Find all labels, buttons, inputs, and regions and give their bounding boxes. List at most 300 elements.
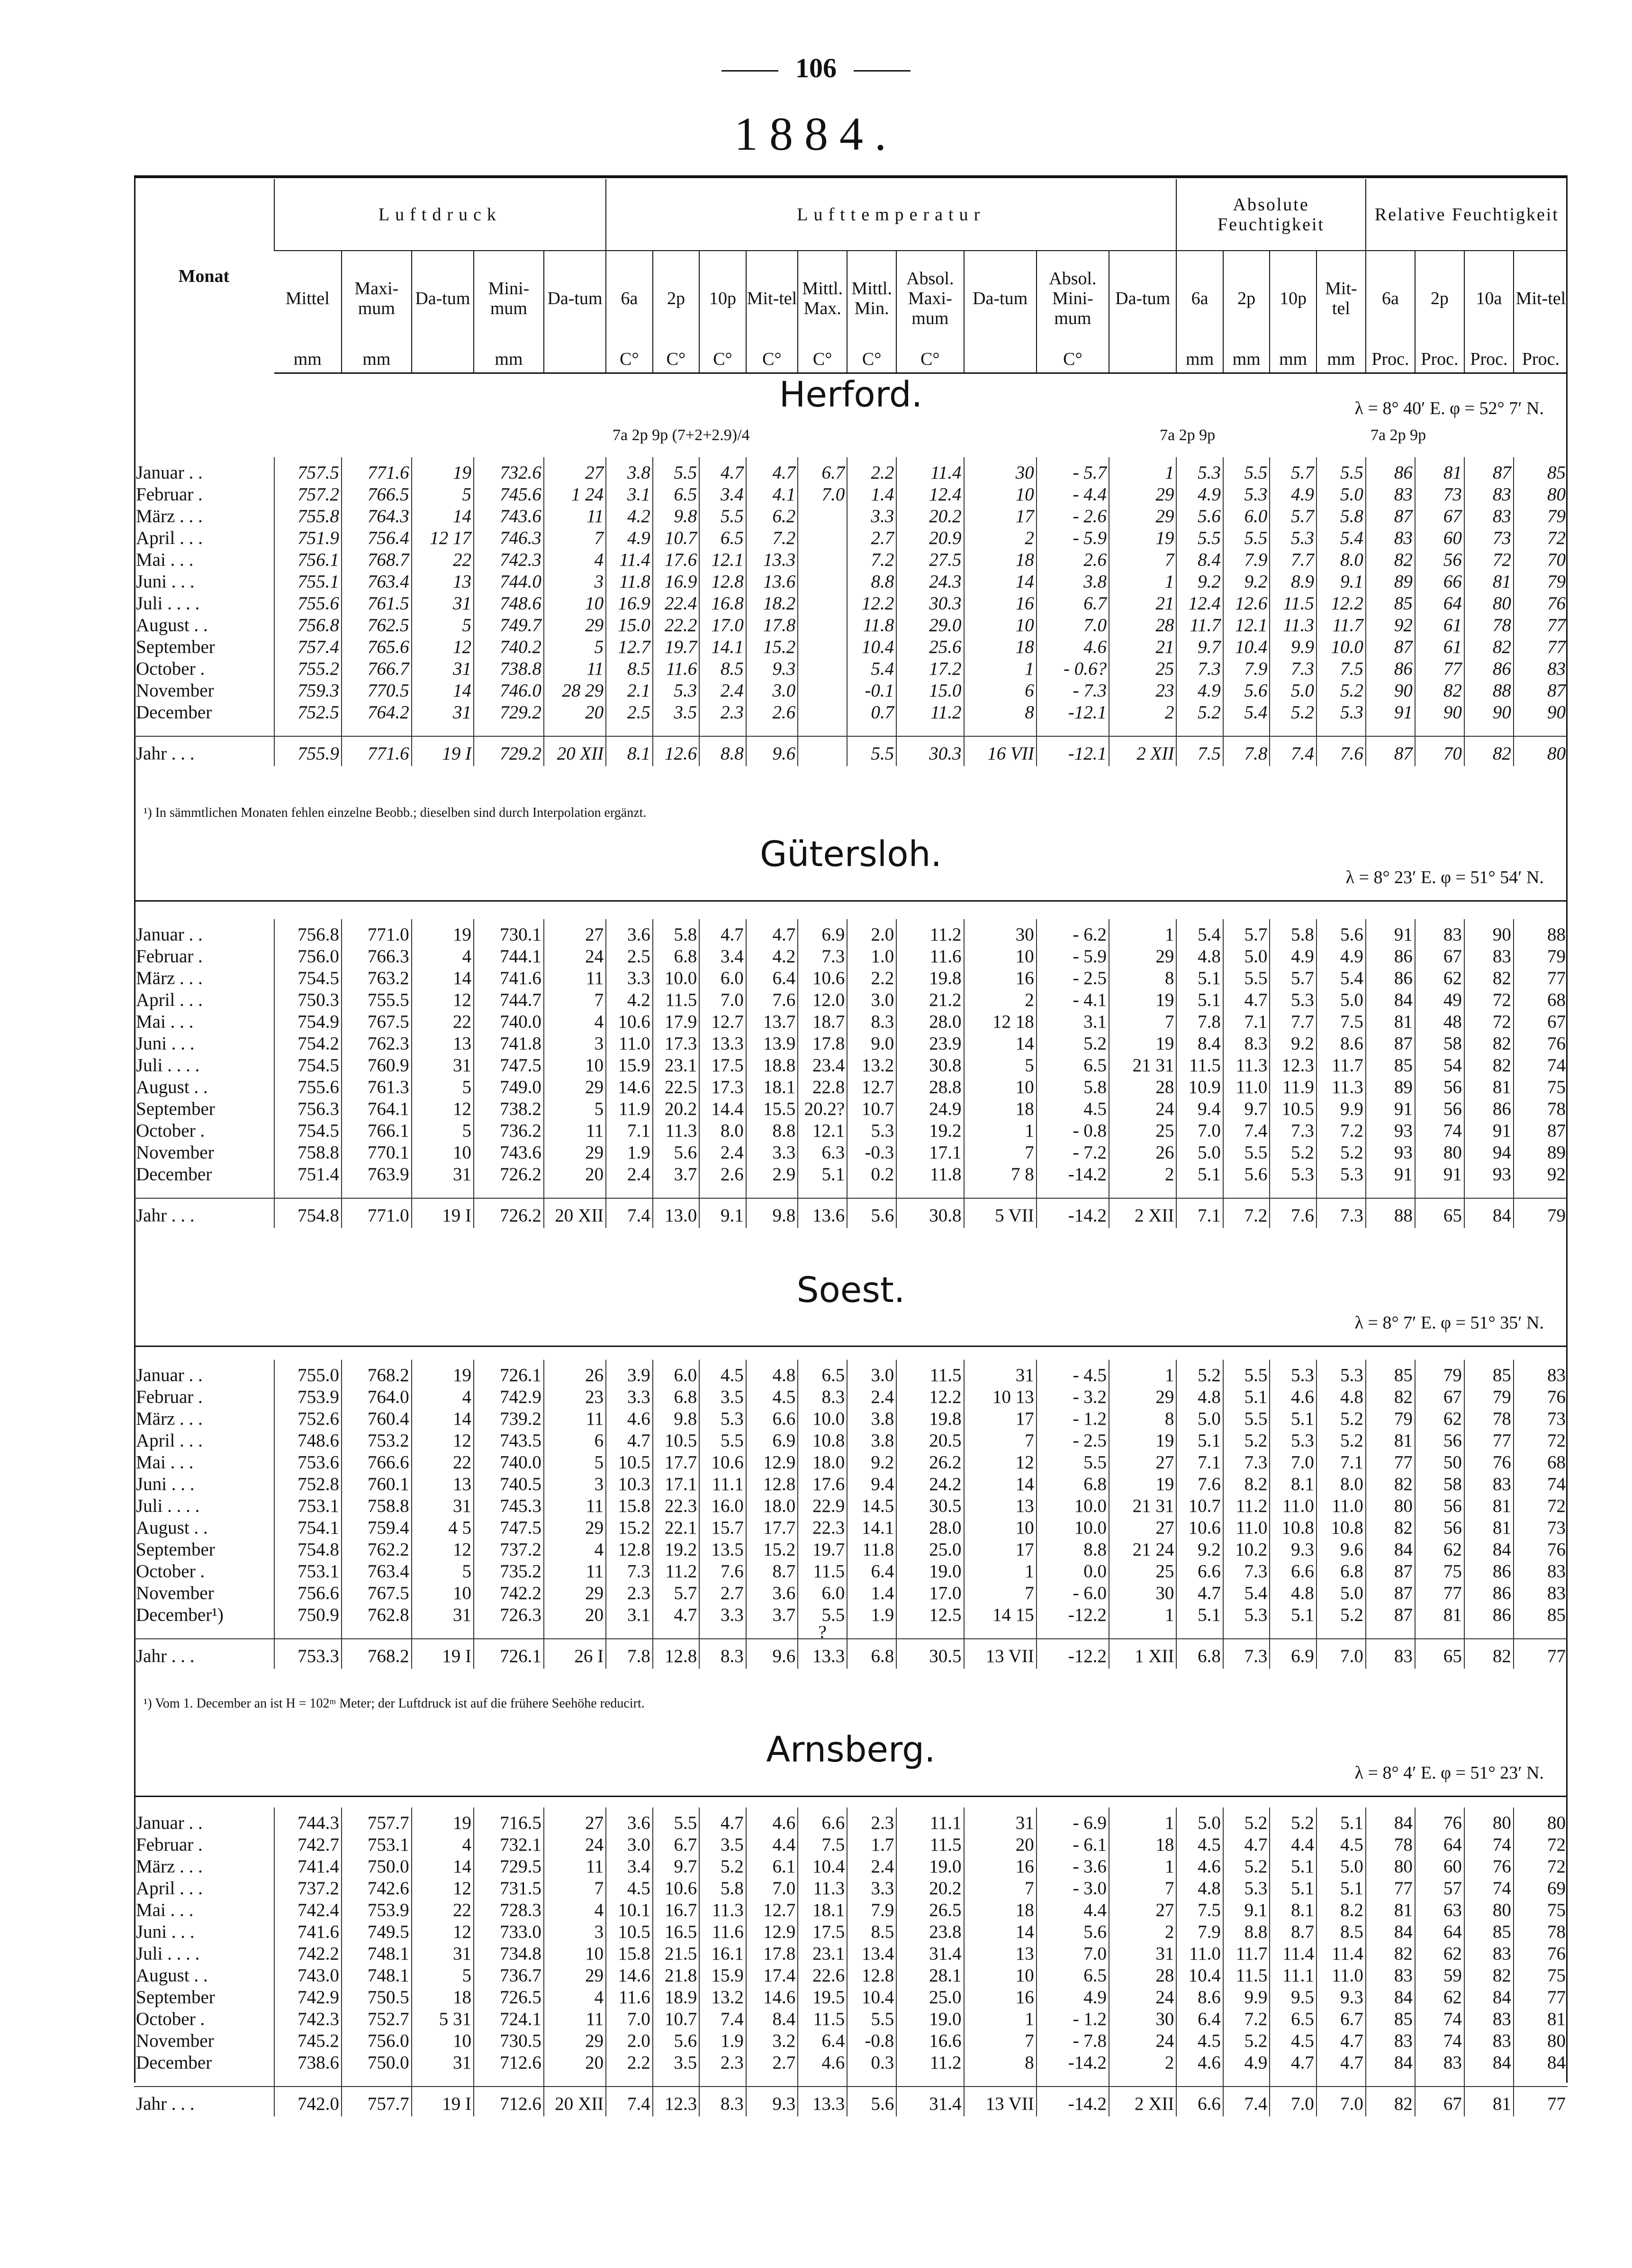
table-cell: 5.2 — [1316, 1408, 1366, 1430]
spacer-cell — [274, 2074, 342, 2087]
table-cell: 749.7 — [474, 614, 544, 636]
table-row — [134, 1033, 1568, 1055]
table-cell: 14 — [964, 1033, 1037, 1055]
table-cell: 6.2 — [746, 506, 798, 527]
table-cell: 771.6 — [342, 457, 412, 484]
table-cell: 17 — [964, 506, 1037, 527]
table-cell: 79 — [1514, 506, 1568, 527]
table-cell: 7.3 — [1223, 1561, 1270, 1582]
table-cell: 10.4 — [847, 636, 896, 658]
spacer-cell — [544, 1185, 606, 1198]
table-cell: 74 — [1514, 1055, 1568, 1076]
row-label: August . . — [136, 615, 208, 635]
table-cell: 771.0 — [342, 1198, 412, 1228]
table-cell: 87 — [1366, 1604, 1415, 1626]
table-cell: 30.5 — [896, 1639, 964, 1669]
spacer-cell — [1176, 2074, 1223, 2087]
table-cell: 12.7 — [847, 1076, 896, 1098]
table-cell: 14 — [412, 680, 474, 702]
table-cell: 27 — [544, 1807, 606, 1834]
table-cell: 1 — [1109, 1604, 1176, 1626]
table-cell: 756.8 — [274, 919, 342, 946]
table-cell — [798, 549, 847, 571]
table-cell: 22.8 — [798, 1076, 847, 1098]
table-cell: 87 — [1464, 457, 1514, 484]
table-cell: 751.9 — [274, 527, 342, 549]
table-cell: 15.7 — [699, 1517, 746, 1539]
spacer-cell — [1464, 723, 1514, 736]
table-cell: 3.1 — [1037, 1011, 1109, 1033]
table-cell: 21.5 — [653, 1943, 700, 1965]
table-cell: 11.2 — [653, 1561, 700, 1582]
table-row — [134, 1878, 1568, 1899]
table-cell: 2.0 — [847, 919, 896, 946]
table-cell: 5.2 — [1037, 1033, 1109, 1055]
table-cell: 763.4 — [342, 1561, 412, 1582]
table-cell: 12 17 — [412, 527, 474, 549]
table-cell: 742.3 — [274, 2008, 342, 2030]
table-cell: 6.5 — [1037, 1055, 1109, 1076]
table-row — [134, 1120, 1568, 1142]
table-cell: 6.7 — [1037, 593, 1109, 614]
table-cell: 15.2 — [746, 636, 798, 658]
spacer-cell — [1514, 2074, 1568, 2087]
table-cell: 754.5 — [274, 1120, 342, 1142]
row-label: September — [136, 1099, 215, 1119]
table-cell: 5 — [412, 1965, 474, 1987]
header-col-16: 2p — [1223, 251, 1270, 346]
table-cell: 20.2 — [896, 506, 964, 527]
table-cell: 7.4 — [699, 2008, 746, 2030]
table-cell: 10.5 — [606, 1452, 653, 1473]
table-cell: 12.9 — [746, 1921, 798, 1943]
table-cell: 12.6 — [653, 736, 700, 766]
table-cell: - 0.8 — [1037, 1120, 1109, 1142]
station-coordinates: λ = 8° 4′ E. φ = 51° 23′ N. — [1354, 1763, 1544, 1783]
year-row — [134, 1639, 1568, 1669]
table-cell: 91 — [1366, 702, 1415, 723]
table-cell: 88 — [1514, 919, 1568, 946]
table-cell: - 6.9 — [1037, 1807, 1109, 1834]
table-cell: 31 — [412, 702, 474, 723]
table-cell: 87 — [1366, 736, 1415, 766]
table-row — [134, 593, 1568, 614]
table-cell: 83 — [1514, 658, 1568, 680]
table-cell: 11.7 — [1316, 1055, 1366, 1076]
table-cell: 766.6 — [342, 1452, 412, 1473]
table-cell: 10.6 — [798, 967, 847, 989]
table-cell — [798, 593, 847, 614]
table-cell: 67 — [1415, 946, 1464, 967]
table-cell: 24 — [1109, 2030, 1176, 2052]
header-unit-8: C° — [746, 346, 798, 373]
table-cell: 5.6 — [1223, 1164, 1270, 1185]
table-cell: 27 — [1109, 1517, 1176, 1539]
table-cell: 758.8 — [342, 1495, 412, 1517]
table-cell: 62 — [1415, 967, 1464, 989]
table-cell: 6.6 — [746, 1408, 798, 1430]
table-cell: 10.4 — [798, 1856, 847, 1878]
table-cell: 19.2 — [896, 1120, 964, 1142]
table-cell: 10.4 — [1176, 1965, 1223, 1987]
table-cell: 10 13 — [964, 1386, 1037, 1408]
table-cell: 9.3 — [746, 658, 798, 680]
table-cell: 4 — [544, 1987, 606, 2008]
table-cell: 1 24 — [544, 484, 606, 506]
table-cell: 7.4 — [1270, 736, 1316, 766]
table-cell: 31 — [412, 1164, 474, 1185]
table-cell: 76 — [1514, 593, 1568, 614]
table-cell: 10.8 — [1270, 1517, 1316, 1539]
table-cell: 11.9 — [1270, 1076, 1316, 1098]
table-cell: 24 — [1109, 1987, 1176, 2008]
spacer-cell — [964, 2074, 1037, 2087]
table-cell — [798, 736, 847, 766]
table-cell: 56 — [1415, 1076, 1464, 1098]
table-cell: - 7.8 — [1037, 2030, 1109, 2052]
table-cell: 76 — [1514, 1539, 1568, 1561]
table-cell: 3.3 — [746, 1142, 798, 1164]
table-cell: 77 — [1415, 658, 1464, 680]
table-cell: 5.2 — [1223, 1856, 1270, 1878]
table-cell: 2.4 — [847, 1386, 896, 1408]
spacer-cell — [1514, 1185, 1568, 1198]
table-cell: 5.2 — [1316, 1142, 1366, 1164]
table-cell: 85 — [1366, 2008, 1415, 2030]
table-cell: 766.3 — [342, 946, 412, 967]
table-cell: 747.5 — [474, 1517, 544, 1539]
table-cell: 5.1 — [798, 1164, 847, 1185]
row-label: Jahr . . . — [134, 2087, 274, 2116]
header-unit-22: Proc. — [1514, 346, 1568, 373]
table-row — [134, 1987, 1568, 2008]
table-cell: 10.6 — [606, 1011, 653, 1033]
table-cell: 83 — [1464, 506, 1514, 527]
table-cell: 1 — [1109, 1807, 1176, 1834]
table-cell: 67 — [1415, 2087, 1464, 2116]
table-cell: 86 — [1366, 967, 1415, 989]
header-col-9: Mittl. Max. — [798, 251, 847, 346]
table-cell: 7.7 — [1270, 1011, 1316, 1033]
table-cell: 4.5 — [606, 1878, 653, 1899]
spacer-cell — [474, 1626, 544, 1639]
table-cell: 5.0 — [1316, 484, 1366, 506]
table-cell: 5.3 — [1270, 989, 1316, 1011]
table-cell: 748.1 — [342, 1943, 412, 1965]
table-cell: 3.0 — [606, 1834, 653, 1856]
table-cell: 11.6 — [896, 946, 964, 967]
table-cell: 748.6 — [274, 1430, 342, 1452]
table-cell: 19 I — [412, 1639, 474, 1669]
table-cell: 22 — [412, 1899, 474, 1921]
table-cell: 31 — [964, 1360, 1037, 1386]
table-cell: 753.1 — [342, 1834, 412, 1856]
table-cell: 5.5 — [1223, 527, 1270, 549]
table-cell: 7 — [544, 527, 606, 549]
table-cell: 753.9 — [274, 1386, 342, 1408]
table-cell: 90 — [1415, 702, 1464, 723]
table-cell: 87 — [1514, 1120, 1568, 1142]
table-cell: 20.9 — [896, 527, 964, 549]
spacer-cell — [1415, 2074, 1464, 2087]
table-cell: 89 — [1514, 1142, 1568, 1164]
table-cell: 79 — [1514, 946, 1568, 967]
table-cell: 13.2 — [847, 1055, 896, 1076]
table-cell: 11.5 — [798, 2008, 847, 2030]
table-cell: 7.4 — [1223, 1120, 1270, 1142]
table-cell: 19 — [412, 919, 474, 946]
dash-right — [854, 70, 911, 72]
table-cell: 13 VII — [964, 1639, 1037, 1669]
spacer-cell — [653, 2074, 700, 2087]
table-cell: 746.3 — [474, 527, 544, 549]
table-cell: 81 — [1366, 1899, 1415, 1921]
header-unit-5: C° — [606, 346, 653, 373]
spacer-cell — [342, 1185, 412, 1198]
table-cell — [798, 571, 847, 593]
table-cell: 7.1 — [606, 1120, 653, 1142]
spacer-cell — [896, 723, 964, 736]
table-cell: 752.6 — [274, 1408, 342, 1430]
table-cell: 10 — [412, 1582, 474, 1604]
table-cell: 67 — [1415, 506, 1464, 527]
table-cell: 13.2 — [699, 1987, 746, 2008]
table-cell: 9.1 — [699, 1198, 746, 1228]
spacer-cell — [798, 1185, 847, 1198]
table-cell: 17.9 — [653, 1011, 700, 1033]
table-cell: -0.1 — [847, 680, 896, 702]
table-cell: 8.3 — [798, 1386, 847, 1408]
table-cell: 13 — [412, 1473, 474, 1495]
table-cell: 747.5 — [474, 1055, 544, 1076]
table-cell: 76 — [1464, 1452, 1514, 1473]
row-label: Juli . . . . — [136, 1055, 200, 1075]
table-cell: 1 — [1109, 1856, 1176, 1878]
header-unit-6: C° — [653, 346, 700, 373]
spacer-cell — [606, 1626, 653, 1639]
table-cell: 9.3 — [1270, 1539, 1316, 1561]
table-cell: 742.6 — [342, 1878, 412, 1899]
table-cell: 14.1 — [847, 1517, 896, 1539]
table-cell: 29 — [1109, 484, 1176, 506]
table-cell: 5.3 — [1270, 527, 1316, 549]
table-cell: 9.8 — [746, 1198, 798, 1228]
row-label: August . . — [136, 1077, 208, 1097]
row-label: Jahr . . . — [134, 736, 274, 766]
table-cell: 11.4 — [1270, 1943, 1316, 1965]
table-cell: 88 — [1366, 1198, 1415, 1228]
table-cell: 7.2 — [1223, 1198, 1270, 1228]
table-cell: 745.3 — [474, 1495, 544, 1517]
table-cell: 19 I — [412, 1198, 474, 1228]
table-cell: 74 — [1464, 1878, 1514, 1899]
table-cell: 724.1 — [474, 2008, 544, 2030]
header-col-0: Mittel — [285, 289, 330, 308]
table-cell: 72 — [1514, 1495, 1568, 1517]
table-cell: 15.9 — [606, 1055, 653, 1076]
table-row — [134, 919, 1568, 946]
table-cell: 12.2 — [1316, 593, 1366, 614]
table-cell: 14 — [412, 506, 474, 527]
table-cell: 741.6 — [274, 1921, 342, 1943]
header-col-14: Da-tum — [1109, 251, 1176, 346]
table-cell: 741.4 — [274, 1856, 342, 1878]
table-cell: 9.4 — [847, 1473, 896, 1495]
table-cell: - 5.9 — [1037, 527, 1109, 549]
table-cell: 13 — [412, 571, 474, 593]
table-cell: 25.6 — [896, 636, 964, 658]
table-cell: 12.7 — [606, 636, 653, 658]
table-cell: 5.4 — [1316, 527, 1366, 549]
table-cell: 730.5 — [474, 2030, 544, 2052]
table-cell: 2.6 — [746, 702, 798, 723]
table-cell: 7.6 — [1270, 1198, 1316, 1228]
table-cell: 5 VII — [964, 1198, 1037, 1228]
header-unit-17: mm — [1270, 346, 1316, 373]
table-cell: 4.8 — [1176, 1878, 1223, 1899]
spacer-row — [134, 1185, 1568, 1198]
table-cell: 759.3 — [274, 680, 342, 702]
table-cell: 6.0 — [798, 1582, 847, 1604]
table-cell: 1 — [964, 1561, 1037, 1582]
table-cell: 73 — [1514, 1408, 1568, 1430]
table-cell: 83 — [1514, 1360, 1568, 1386]
table-cell: 12.2 — [847, 593, 896, 614]
table-cell: 9.6 — [746, 736, 798, 766]
table-cell: 11.5 — [896, 1360, 964, 1386]
table-cell: 8.9 — [1270, 571, 1316, 593]
table-cell: 31 — [412, 1943, 474, 1965]
station-title: Arnsberg. — [766, 1729, 936, 1770]
table-cell: 2 — [1109, 1921, 1176, 1943]
table-cell — [798, 614, 847, 636]
table-cell: 3.3 — [847, 1878, 896, 1899]
table-cell: 81 — [1464, 1495, 1514, 1517]
table-cell: 54 — [1415, 1055, 1464, 1076]
table-cell: 11.6 — [699, 1921, 746, 1943]
table-cell: 1.9 — [847, 1604, 896, 1626]
table-cell: 29 — [544, 1582, 606, 1604]
table-cell: 4.5 — [1176, 1834, 1223, 1856]
row-label: Januar . . — [136, 1813, 203, 1833]
table-cell: 84 — [1366, 2052, 1415, 2074]
table-cell: 753.6 — [274, 1452, 342, 1473]
table-cell: 5.3 — [1316, 1360, 1366, 1386]
table-cell: 90 — [1366, 680, 1415, 702]
table-cell: 83 — [1514, 1582, 1568, 1604]
table-cell: 7.9 — [1223, 549, 1270, 571]
table-cell: 18.0 — [746, 1495, 798, 1517]
table-cell: 742.9 — [274, 1987, 342, 2008]
table-cell: 77 — [1514, 967, 1568, 989]
spacer-row — [134, 2074, 1568, 2087]
header-units — [134, 346, 1568, 373]
table-cell: 7.0 — [1037, 1943, 1109, 1965]
table-cell: 17.0 — [699, 614, 746, 636]
table-cell: 17.8 — [746, 1943, 798, 1965]
table-cell: 12 — [412, 636, 474, 658]
table-cell: 755.1 — [274, 571, 342, 593]
spacer-cell — [134, 1185, 274, 1198]
row-label: April . . . — [136, 1878, 203, 1898]
table-cell: 84 — [1366, 1987, 1415, 2008]
table-cell: 5.3 — [1270, 1430, 1316, 1452]
table-cell: 90 — [1464, 702, 1514, 723]
table-cell: 6.6 — [798, 1807, 847, 1834]
table-cell: 19 — [412, 457, 474, 484]
spacer-cell — [746, 723, 798, 736]
table-cell: 86 — [1464, 1604, 1514, 1626]
table-cell: 11.3 — [653, 1120, 700, 1142]
table-cell: 13 — [964, 1943, 1037, 1965]
table-cell: 10.0 — [798, 1408, 847, 1430]
table-cell: 6.0 — [699, 967, 746, 989]
table-cell: 9.3 — [1316, 1987, 1366, 2008]
table-row — [134, 1011, 1568, 1033]
table-cell: 22 — [412, 1011, 474, 1033]
table-cell: 12 — [412, 1098, 474, 1120]
table-cell: 4 — [412, 1834, 474, 1856]
table-cell: 7.0 — [1270, 2087, 1316, 2116]
table-cell: 83 — [1464, 484, 1514, 506]
table-cell: 4.7 — [1316, 2052, 1366, 2074]
table-cell: 18 — [412, 1987, 474, 2008]
table-cell: 11.3 — [699, 1899, 746, 1921]
table-cell: 7.1 — [1176, 1452, 1223, 1473]
table-cell: 5.5 — [1316, 457, 1366, 484]
table-cell: 86 — [1464, 1582, 1514, 1604]
table-cell: 5.6 — [1223, 680, 1270, 702]
table-cell: 3.8 — [1037, 571, 1109, 593]
footnote: ¹) In sämmtlichen Monaten fehlen einzelne Beobb.; dieselben sind durch Interpolation ergänzt. — [144, 805, 647, 820]
table-cell: 90 — [1464, 919, 1514, 946]
table-cell: 6.8 — [653, 946, 700, 967]
spacer-cell — [1464, 1185, 1514, 1198]
table-cell: 22.4 — [653, 593, 700, 614]
table-cell: 61 — [1415, 614, 1464, 636]
table-cell: 749.5 — [342, 1921, 412, 1943]
table-cell: 737.2 — [274, 1878, 342, 1899]
spacer-cell — [274, 1185, 342, 1198]
table-cell: 5.6 — [847, 2087, 896, 2116]
table-cell: 91 — [1464, 1120, 1514, 1142]
table-cell: 6.8 — [1037, 1473, 1109, 1495]
table-cell: 8.3 — [699, 2087, 746, 2116]
table-cell: 5 — [412, 1076, 474, 1098]
table-cell: 82 — [1464, 1965, 1514, 1987]
spacer-cell — [1037, 1185, 1109, 1198]
table-cell: 87 — [1366, 636, 1415, 658]
header-unit-10: C° — [847, 346, 896, 373]
data-table — [134, 1360, 1568, 1669]
table-cell: 2.3 — [847, 1807, 896, 1834]
table-row — [134, 1561, 1568, 1582]
table-cell: 8.2 — [1316, 1899, 1366, 1921]
table-cell: 91 — [1366, 919, 1415, 946]
table-cell: 5.1 — [1270, 1604, 1316, 1626]
table-row — [134, 967, 1568, 989]
table-cell: 753.1 — [274, 1495, 342, 1517]
table-cell: 4 — [412, 946, 474, 967]
table-cell: 11.7 — [1223, 1943, 1270, 1965]
row-label: September — [136, 1987, 215, 2007]
table-cell: 3.8 — [847, 1408, 896, 1430]
table-cell: 3.0 — [847, 1360, 896, 1386]
table-cell: - 2.6 — [1037, 506, 1109, 527]
header-col-7: 10p — [699, 251, 746, 346]
spacer-cell — [412, 723, 474, 736]
table-cell: 8.8 — [1223, 1921, 1270, 1943]
